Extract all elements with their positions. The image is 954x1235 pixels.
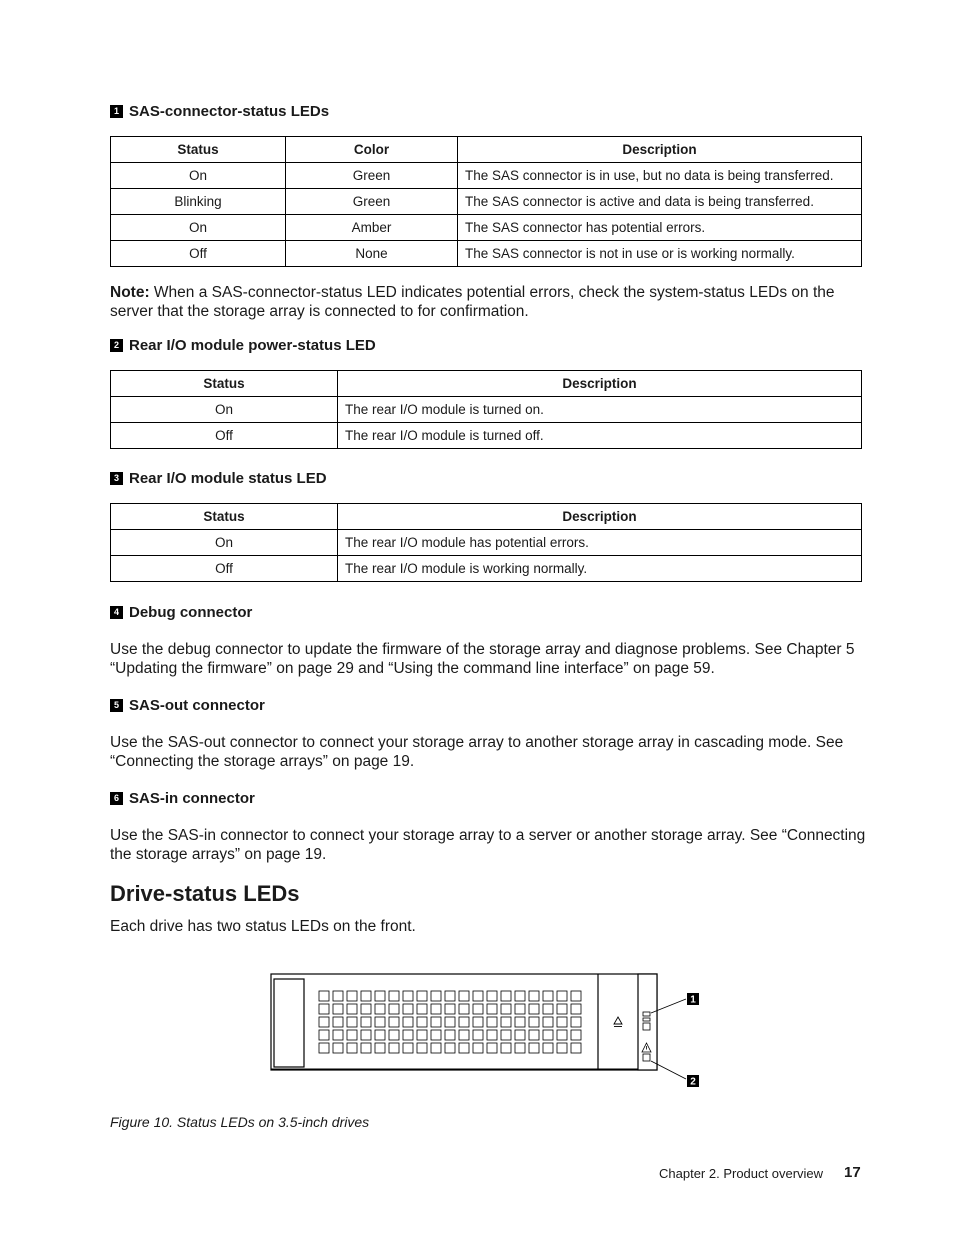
figure-callout-2: 2 xyxy=(690,1076,696,1088)
section-title-text: SAS-out connector xyxy=(129,697,265,714)
debug-paragraph: Use the debug connector to update the firmware of the storage array and diagnose problems. See Chapter 5 “Updating the firmware” on page 29 and “Using the command line interface” on page 59. xyxy=(110,641,855,677)
drive-figure xyxy=(260,965,710,1090)
cell-description: The rear I/O module is turned on. xyxy=(338,397,862,423)
table-row xyxy=(111,189,862,215)
section-title-debug xyxy=(110,604,252,621)
header-color: Color xyxy=(286,137,458,163)
section-title-text: Rear I/O module status LED xyxy=(129,470,327,487)
callout-2: 2 xyxy=(110,339,123,352)
drive-status-intro: Each drive has two status LEDs on the front. xyxy=(110,918,416,935)
cell-status: Off xyxy=(111,423,338,449)
note-paragraph xyxy=(110,283,870,321)
drive-illustration xyxy=(260,965,710,1090)
sas-in-paragraph: Use the SAS-in connector to connect your storage array to a server or another storage array. See “Connecting the storage arrays” on page 19. xyxy=(110,827,866,863)
header-status: Status xyxy=(111,137,286,163)
callout-1: 1 xyxy=(110,105,123,118)
page-number: 17 xyxy=(844,1164,861,1181)
section-title-text: SAS-connector-status LEDs xyxy=(129,103,330,120)
table-header-row xyxy=(111,371,862,397)
cell-color: Green xyxy=(286,163,458,189)
note-label: Note: xyxy=(110,284,150,301)
table-row xyxy=(111,163,862,189)
header-description: Description xyxy=(458,137,862,163)
cell-color: None xyxy=(286,241,458,267)
table-row xyxy=(111,423,862,449)
figure-caption: Figure 10. Status LEDs on 3.5-inch drives xyxy=(110,1114,370,1130)
cell-description: The rear I/O module has potential errors. xyxy=(338,530,862,556)
section-title-sas-in xyxy=(110,790,255,807)
cell-status: On xyxy=(111,215,286,241)
section-title-sas-status xyxy=(110,103,329,120)
cell-description: The SAS connector has potential errors. xyxy=(458,215,862,241)
cell-description: The SAS connector is active and data is being transferred. xyxy=(458,189,862,215)
footer-chapter: Chapter 2. Product overview xyxy=(659,1166,824,1181)
table-row xyxy=(111,215,862,241)
cell-description: The SAS connector is not in use or is working normally. xyxy=(458,241,862,267)
table-row xyxy=(111,241,862,267)
figure-callout-1: 1 xyxy=(690,994,696,1006)
header-status: Status xyxy=(111,371,338,397)
rear-power-table xyxy=(110,370,862,449)
callout-6: 6 xyxy=(110,792,123,805)
header-description: Description xyxy=(338,371,862,397)
table-header-row xyxy=(111,504,862,530)
sas-status-table xyxy=(110,136,862,267)
table-row xyxy=(111,397,862,423)
section-title-text: Debug connector xyxy=(129,604,253,621)
section-title-rear-status xyxy=(110,470,327,487)
section-title-text: SAS-in connector xyxy=(129,790,255,807)
callout-3: 3 xyxy=(110,472,123,485)
cell-status: On xyxy=(111,397,338,423)
rear-status-table xyxy=(110,503,862,582)
cell-description: The SAS connector is in use, but no data is being transferred. xyxy=(458,163,862,189)
cell-description: The rear I/O module is working normally. xyxy=(338,556,862,582)
table-row xyxy=(111,556,862,582)
section-title-rear-power xyxy=(110,337,376,354)
callout-5: 5 xyxy=(110,699,123,712)
cell-status: On xyxy=(111,530,338,556)
cell-description: The rear I/O module is turned off. xyxy=(338,423,862,449)
cell-status: Off xyxy=(111,241,286,267)
cell-color: Green xyxy=(286,189,458,215)
callout-4: 4 xyxy=(110,606,123,619)
sas-out-paragraph: Use the SAS-out connector to connect your storage array to another storage array in cascading mode. See “Connecting the storage arrays” on page 19. xyxy=(110,734,844,770)
cell-status: On xyxy=(111,163,286,189)
cell-color: Amber xyxy=(286,215,458,241)
header-status: Status xyxy=(111,504,338,530)
cell-status: Off xyxy=(111,556,338,582)
note-text: When a SAS-connector-status LED indicates potential errors, check the system-status LEDs on the server that the storage array is connected to for confirmation. xyxy=(110,284,835,320)
table-row xyxy=(111,530,862,556)
header-description: Description xyxy=(338,504,862,530)
cell-status: Blinking xyxy=(111,189,286,215)
section-title-sas-out xyxy=(110,697,265,714)
table-header-row xyxy=(111,137,862,163)
section-title-text: Rear I/O module power-status LED xyxy=(129,337,376,354)
drive-status-heading: Drive-status LEDs xyxy=(110,881,300,906)
